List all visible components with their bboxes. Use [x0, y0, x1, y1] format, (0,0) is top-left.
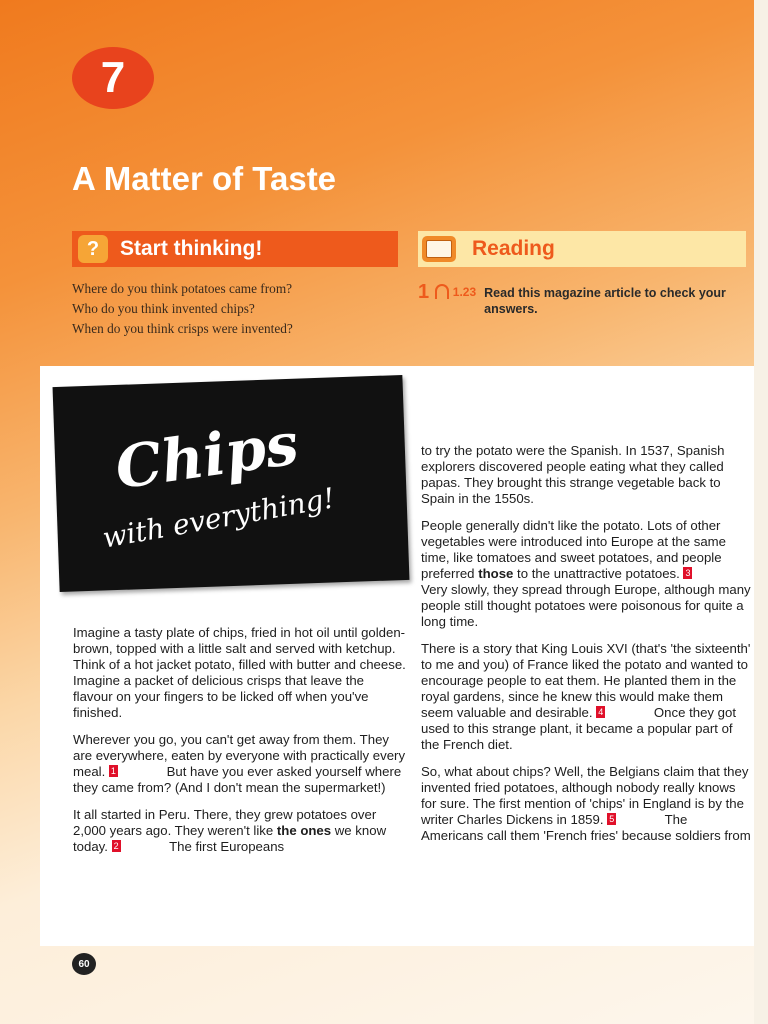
- start-thinking-questions: [72, 279, 392, 339]
- gap-number: 4: [598, 707, 604, 717]
- gap-number: 5: [609, 814, 615, 824]
- question-2: Who do you think invented chips?: [72, 301, 255, 316]
- audio-track: 1.23: [452, 285, 477, 299]
- paragraph-text: Wherever you go, you can't get away from them. They are everywhere, eaten by everyone with practically every meal.: [73, 732, 406, 779]
- gap-marker: [683, 567, 735, 579]
- reading-task: [418, 281, 748, 317]
- paragraph: [421, 443, 751, 507]
- image-word-with-everything: with everything!: [100, 481, 337, 555]
- paragraph-text: But have you ever asked yourself where they came from? (And I don't mean the supermarket!): [73, 764, 402, 795]
- reading-label: Reading: [472, 237, 555, 260]
- paragraph: [421, 764, 751, 844]
- highlighted-phrase: the ones: [276, 823, 332, 838]
- unit-title: A Matter of Taste: [72, 160, 337, 197]
- paragraph-text: to try the potato were the Spanish. In 1537, Spanish explorers discovered people eating what they called papas. They brought this strange vegetable back to Spain in the 1550s.: [421, 443, 725, 506]
- gap-number: 2: [113, 841, 119, 851]
- article-column-right: [421, 443, 751, 855]
- task-number: 1: [418, 281, 430, 303]
- paragraph-text: People generally didn't like the potato. Lots of other vegetables were introduced into Europe at the same time, like tomatoes and sweet potatoes, and people preferred: [421, 518, 726, 581]
- start-thinking-label: Start thinking!: [120, 237, 263, 260]
- paragraph-text: Very slowly, they spread through Europe, although many people still thought potatoes were poisonous for quite a long time.: [421, 582, 751, 629]
- gap-marker: [607, 813, 659, 825]
- highlighted-phrase: those: [478, 566, 514, 581]
- reading-header: [418, 231, 746, 267]
- paragraph-text: So, what about chips? Well, the Belgians claim that they invented fried potatoes, although nobody really knows for sure. The first mention of 'chips' in England is by the writer Charles Dickens in 1859.: [421, 764, 749, 827]
- paragraph-text: Imagine a tasty plate of chips, fried in hot oil until golden-brown, topped with a little salt and served with ketchup. Think of a hot jacket potato, filled with butter and cheese. Imagine a packet of delicious crisps that leave the flavour on your fingers to be licked off when you've finished.: [73, 625, 406, 720]
- task-instruction: Read this magazine article to check your answers.: [484, 286, 726, 316]
- question-1: Where do you think potatoes came from?: [72, 281, 293, 296]
- question-3: When do you think crisps were invented?: [72, 321, 293, 336]
- paragraph-text: to the unattractive potatoes.: [517, 566, 680, 581]
- start-thinking-header: [72, 231, 398, 267]
- gap-marker: [109, 765, 161, 777]
- gap-marker: [596, 706, 648, 718]
- unit-number-badge: [72, 47, 154, 109]
- page-edge: [754, 0, 768, 1024]
- paragraph-text: The first Europeans: [169, 839, 285, 854]
- gap-number: 3: [685, 568, 691, 578]
- paragraph: [73, 732, 407, 796]
- paragraph-text: There is a story that King Louis XVI (that's 'the sixteenth' to me and you) of France liked the potato and wanted to encourage people to eat them. He planted them in the royal gardens, since he knew this would make them seem valuable and desirable.: [421, 641, 751, 720]
- question-icon: ?: [78, 235, 108, 263]
- paragraph: [421, 518, 751, 630]
- paragraph: [73, 625, 407, 721]
- gap-number: 1: [110, 766, 116, 776]
- paragraph-text: Once they got used to this strange plant, it became a popular part of the French diet.: [421, 705, 737, 752]
- paragraph: [73, 807, 407, 855]
- page-number: 60: [72, 953, 96, 975]
- article-column-left: [73, 625, 407, 866]
- paragraph: [421, 641, 751, 753]
- paragraph-text: we know today.: [73, 823, 387, 854]
- paragraph-text: It all started in Peru. There, they grew potatoes over 2,000 years ago. They weren't like: [73, 807, 377, 838]
- book-icon: [422, 236, 456, 262]
- chips-blackboard-image: [53, 375, 410, 592]
- paragraph-text: The Americans call them 'French fries' because soldiers from: [421, 812, 751, 843]
- gap-marker: [112, 840, 164, 852]
- headphones-icon: [435, 284, 449, 299]
- unit-number: 7: [100, 53, 126, 102]
- image-word-chips: Chips: [111, 409, 303, 503]
